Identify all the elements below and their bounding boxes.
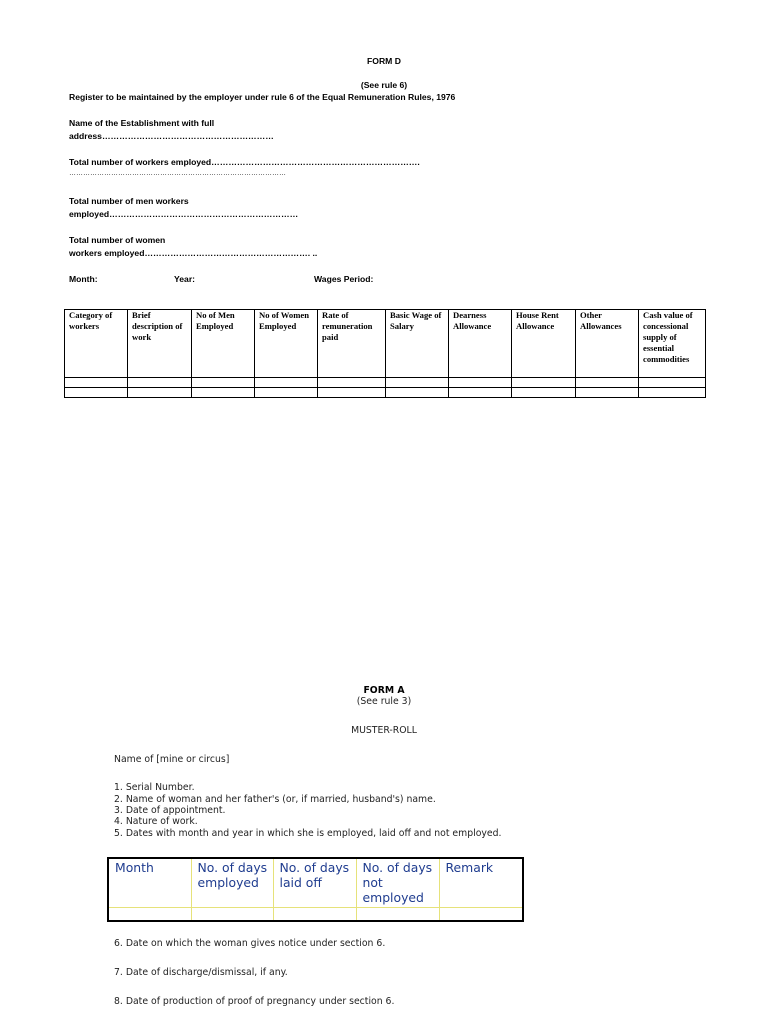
- form-a-rule-ref: (See rule 3): [356, 696, 412, 707]
- header-other-allowances: Other Allowances: [576, 310, 639, 378]
- header-month: Month: [108, 858, 191, 908]
- table-cell[interactable]: [576, 378, 639, 388]
- table-cell[interactable]: [449, 388, 512, 398]
- form-a-item-7: 7. Date of discharge/dismissal, if any.: [114, 967, 288, 978]
- table-cell[interactable]: [192, 378, 255, 388]
- form-a-title: FORM A: [363, 685, 405, 696]
- wages-period-label: Wages Period:: [314, 274, 374, 284]
- establishment-line-2: address……………………………………………………: [69, 131, 274, 141]
- header-dearness-allowance: Dearness Allowance: [449, 310, 512, 378]
- table-cell[interactable]: [255, 378, 318, 388]
- table-cell[interactable]: [639, 388, 706, 398]
- table-cell[interactable]: [439, 908, 523, 922]
- form-d-rule-ref: (See rule 6): [360, 80, 408, 90]
- total-workers-line-1: Total number of workers employed……………………………………………………………….: [69, 157, 420, 167]
- header-brief-description: Brief description of work: [128, 310, 192, 378]
- table-row: [65, 378, 706, 388]
- table-cell[interactable]: [639, 378, 706, 388]
- form-d-header-row: [65, 310, 706, 378]
- header-rate-of-remuneration: Rate of remuneration paid: [318, 310, 386, 378]
- table-cell[interactable]: [191, 908, 273, 922]
- form-d-title: FORM D: [367, 56, 401, 66]
- table-cell[interactable]: [386, 378, 449, 388]
- header-remark: Remark: [439, 858, 523, 908]
- form-d-table: [64, 309, 706, 398]
- form-d-register-line: Register to be maintained by the employer under rule 6 of the Equal Remuneration Rules, 1976: [69, 92, 456, 102]
- header-men-employed: No of Men Employed: [192, 310, 255, 378]
- header-category-of-workers: Category of workers: [65, 310, 128, 378]
- form-a-item-8: 8. Date of production of proof of pregnancy under section 6.: [114, 996, 395, 1007]
- header-basic-wage: Basic Wage of Salary: [386, 310, 449, 378]
- header-cash-value: Cash value of concessional supply of essential commodities: [639, 310, 706, 378]
- table-cell[interactable]: [255, 388, 318, 398]
- establishment-line-1: Name of the Establishment with full: [69, 118, 215, 128]
- header-days-employed: No. of days employed: [191, 858, 273, 908]
- women-workers-line-2: workers employed…………………………………………………. ..: [69, 248, 318, 258]
- table-row: [65, 388, 706, 398]
- header-days-not-employed: No. of days not employed: [356, 858, 439, 908]
- form-a-header-row: [108, 858, 523, 908]
- year-label: Year:: [174, 274, 196, 284]
- table-cell[interactable]: [576, 388, 639, 398]
- table-cell[interactable]: [318, 378, 386, 388]
- form-a-item-1: 1. Serial Number.: [114, 782, 195, 793]
- header-days-laid-off: No. of days laid off: [273, 858, 356, 908]
- table-cell[interactable]: [386, 388, 449, 398]
- table-cell[interactable]: [449, 378, 512, 388]
- men-workers-line-1: Total number of men workers: [69, 196, 189, 206]
- table-cell[interactable]: [512, 378, 576, 388]
- table-cell[interactable]: [356, 908, 439, 922]
- men-workers-line-2: employed…………………………………………………………: [69, 209, 299, 219]
- form-a-name-of: Name of [mine or circus]: [114, 754, 230, 765]
- women-workers-line-1: Total number of women: [69, 235, 166, 245]
- table-cell[interactable]: [65, 378, 128, 388]
- total-workers-line-2: …………………………………………………………………………………: [69, 170, 286, 177]
- table-cell[interactable]: [65, 388, 128, 398]
- form-a-item-3: 3. Date of appointment.: [114, 805, 226, 816]
- table-cell[interactable]: [318, 388, 386, 398]
- table-cell[interactable]: [192, 388, 255, 398]
- form-a-item-5: 5. Dates with month and year in which she is employed, laid off and not employed.: [114, 828, 502, 839]
- table-cell[interactable]: [128, 378, 192, 388]
- form-a-item-2: 2. Name of woman and her father's (or, if married, husband's) name.: [114, 794, 436, 805]
- table-cell[interactable]: [108, 908, 191, 922]
- table-row: [108, 908, 523, 922]
- table-cell[interactable]: [512, 388, 576, 398]
- table-cell[interactable]: [128, 388, 192, 398]
- month-label: Month:: [69, 274, 98, 284]
- table-cell[interactable]: [273, 908, 356, 922]
- form-a-item-4: 4. Nature of work.: [114, 816, 198, 827]
- header-house-rent-allowance: House Rent Allowance: [512, 310, 576, 378]
- form-a-item-6: 6. Date on which the woman gives notice under section 6.: [114, 938, 386, 949]
- header-women-employed: No of Women Employed: [255, 310, 318, 378]
- form-a-subtitle: MUSTER-ROLL: [351, 725, 417, 736]
- form-a-table: [107, 857, 524, 922]
